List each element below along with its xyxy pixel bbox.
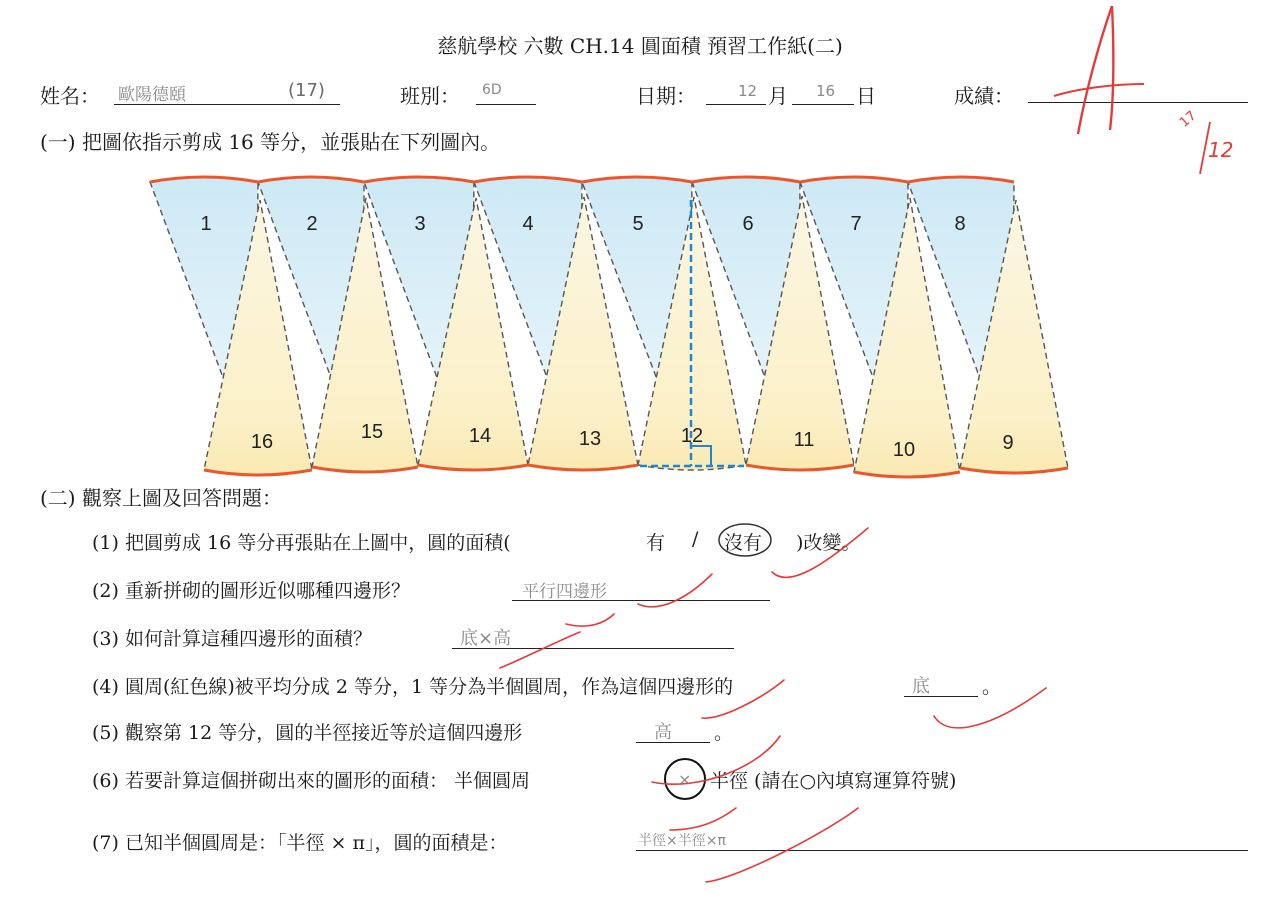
q1-text: (1) 把圓剪成 16 等分再張貼在上圖中，圓的面積( <box>92 532 511 554</box>
sector-label-7: 7 <box>850 213 862 235</box>
sector-label-15: 15 <box>360 421 384 443</box>
q3-answer: 底×高 <box>460 628 512 649</box>
sector-label-14: 14 <box>468 425 492 447</box>
day-label: 日 <box>856 84 876 108</box>
q4-answer: 底 <box>912 676 930 697</box>
q2-answer: 平行四邊形 <box>522 582 607 602</box>
q4-text-end: 。 <box>982 676 1002 698</box>
date-label: 日期： <box>636 84 696 108</box>
q1-separator: / <box>692 528 699 550</box>
name-value: 歐陽德頤 <box>118 85 186 105</box>
sector-label-8: 8 <box>954 213 966 235</box>
sector-label-4: 4 <box>522 213 534 235</box>
sector-label-5: 5 <box>632 213 644 235</box>
sector-label-6: 6 <box>742 213 754 235</box>
sector-label-3: 3 <box>414 213 426 235</box>
sector-label-12: 12 <box>680 425 704 447</box>
sector-label-16: 16 <box>250 431 274 453</box>
month-label: 月 <box>768 84 788 108</box>
class-label: 班別： <box>400 84 460 108</box>
q1-option-have[interactable]: 有 <box>646 532 666 554</box>
month-value: 12 <box>738 82 758 100</box>
name-label: 姓名： <box>40 84 100 108</box>
q1-text-end: )改變。 <box>796 532 861 554</box>
sector-label-11: 11 <box>793 429 815 451</box>
q5-text: (5) 觀察第 12 等分，圓的半徑接近等於這個四邊形 <box>92 722 523 744</box>
q1-answer-circle <box>716 520 774 560</box>
q5-text-end: 。 <box>714 722 734 744</box>
q7-answer-field[interactable] <box>636 824 1248 851</box>
q7-answer: 半徑×半徑×π <box>638 833 726 849</box>
q6-answer: × <box>678 770 692 789</box>
sector-label-1: 1 <box>200 213 212 235</box>
sector-label-2: 2 <box>306 213 318 235</box>
q6-text: (6) 若要計算這個拼砌出來的圖形的面積： 半個圓周 <box>92 770 530 792</box>
q4-text: (4) 圓周(紅色線)被平均分成 2 等分，1 等分為半個圓周，作為這個四邊形的 <box>92 676 734 698</box>
q2-text: (2) 重新拼砌的圖形近似哪種四邊形？ <box>92 580 410 602</box>
section1-instruction: (一) 把圖依指示剪成 16 等分，並張貼在下列圖內。 <box>40 130 501 154</box>
sector-label-13: 13 <box>578 428 602 450</box>
sector-label-9: 9 <box>1002 432 1014 454</box>
q1-option-not-have[interactable]: 沒有 <box>724 532 763 554</box>
worksheet-title: 慈航學校 六數 CH.14 圓面積 預習工作紙(二) <box>437 34 843 58</box>
score-denominator: 12 <box>1208 138 1234 162</box>
class-number-value: (17) <box>288 80 325 101</box>
q7-text: (7) 已知半個圓周是：「半徑 × π」，圓的面積是： <box>92 832 508 854</box>
section2-heading: (二) 觀察上圖及回答問題： <box>40 486 282 510</box>
q5-answer-field[interactable] <box>636 716 710 743</box>
sector-label-10: 10 <box>892 439 916 461</box>
q6-text-end: 半徑 (請在○內填寫運算符號) <box>710 770 957 792</box>
score-label: 成績： <box>954 84 1014 108</box>
q3-text: (3) 如何計算這種四邊形的面積？ <box>92 628 372 650</box>
q5-answer: 高 <box>654 722 672 743</box>
class-value: 6D <box>482 82 502 98</box>
day-value: 16 <box>816 82 836 100</box>
score-numerator: 17 <box>1177 108 1200 131</box>
circle-sectors-figure <box>140 160 1090 490</box>
grade-mark-a <box>1040 0 1150 140</box>
